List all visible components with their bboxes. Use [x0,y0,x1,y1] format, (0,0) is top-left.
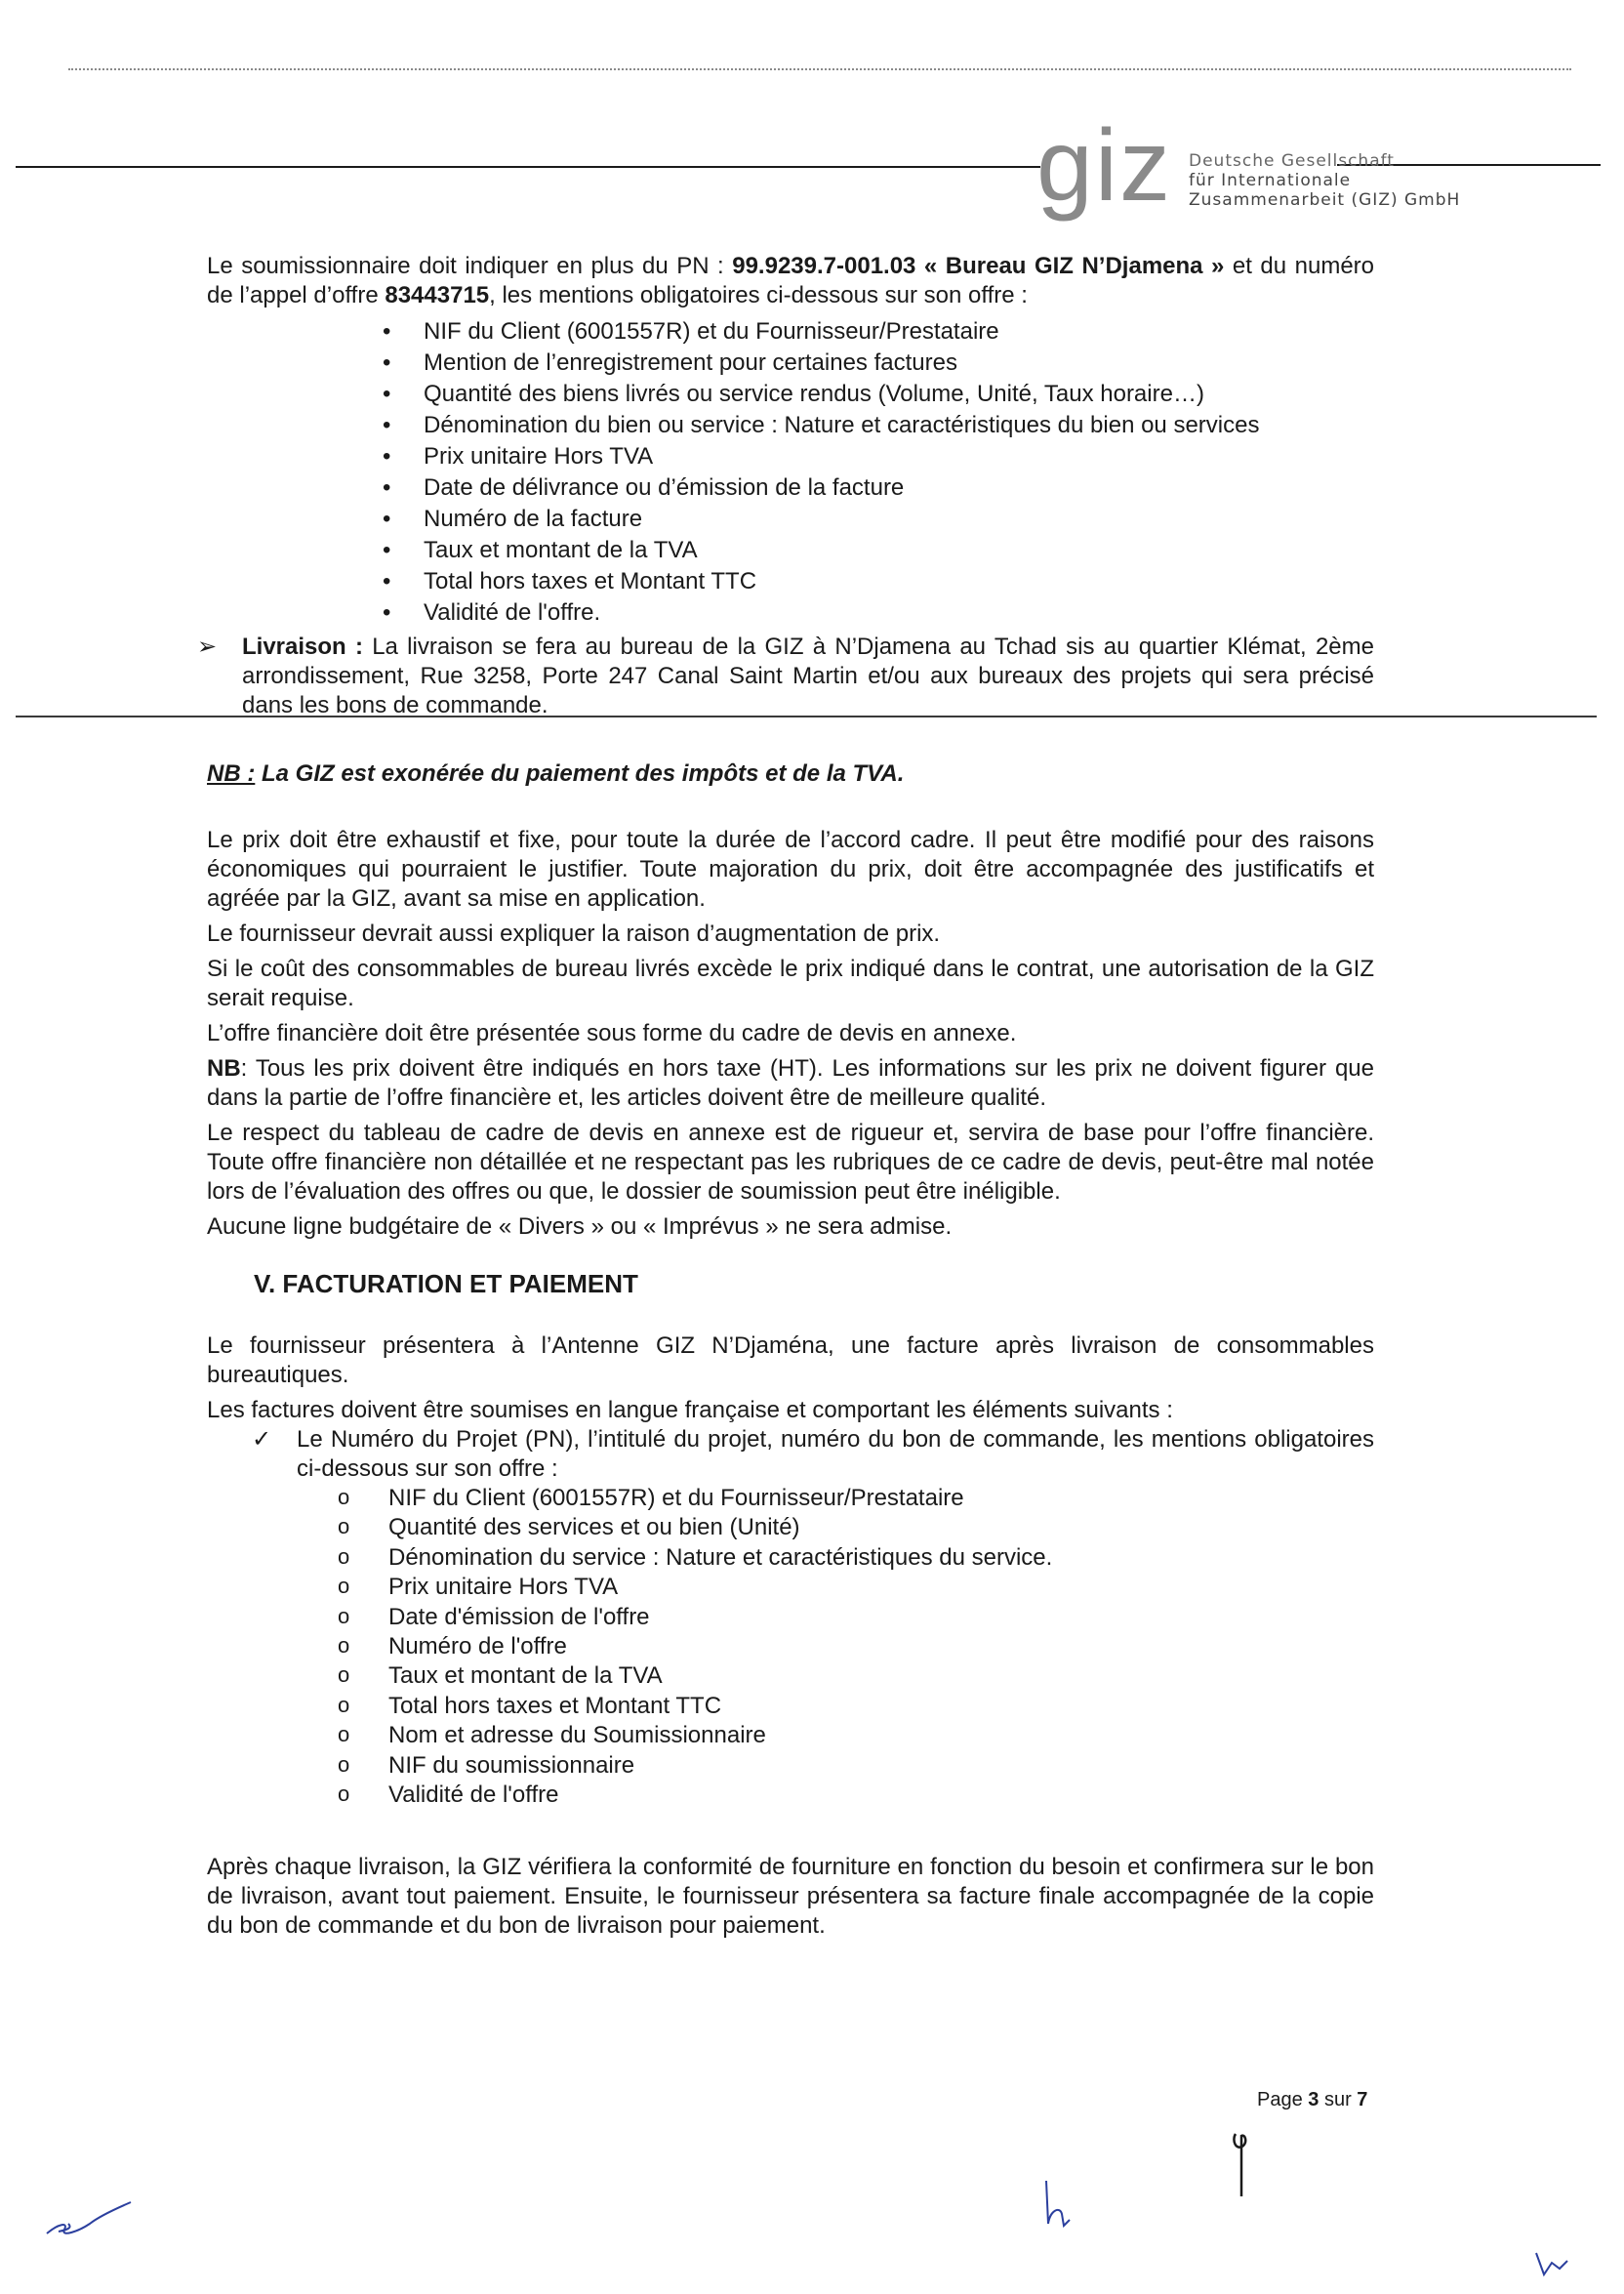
nb-text: La GIZ est exonérée du paiement des impôts et de la TVA. [255,760,905,787]
invoice-paragraph: Le fournisseur présentera à l’Antenne GIZ N’Djaména, une facture après livraison de consommables bureautiques. [207,1332,1374,1388]
price-paragraph: Le prix doit être exhaustif et fixe, pour toute la durée de l’accord cadre. Il peut être modifié pour des raisons économiques qui pourraient le justifier. Toute majoration du prix, doit être accompagnée des justificatifs et agréée par la GIZ, avant sa mise en application. [207,827,1374,912]
list-item: • Numéro de la facture [424,504,1374,535]
offer-mentions-list [207,316,1374,629]
pn-code: 99.9239.7-001.03 « Bureau GIZ N’Djamena » [732,253,1225,279]
list-item: o Numéro de l'offre [388,1632,1374,1661]
intro-paragraph [207,252,1374,310]
logo-line-3: Zusammenarbeit (GIZ) GmbH [1189,190,1461,210]
list-item: o Validité de l'offre [388,1781,1374,1810]
intro-text-3: , les mentions obligatoires ci-dessous sur son offre : [489,282,1028,308]
signature-mark-corner [1532,2245,1571,2284]
logo-line-2: für Internationale [1189,171,1352,190]
list-item: o Dénomination du service : Nature et caractéristiques du service. [388,1543,1374,1573]
page-prefix: Page [1257,2089,1309,2110]
list-item: o Taux et montant de la TVA [388,1661,1374,1691]
invoice-items-list [207,1484,1374,1810]
check-item [207,1425,1374,1484]
list-item: • Dénomination du bien ou service : Nature et caractéristiques du bien ou services [424,410,1374,441]
list-item: o Total hors taxes et Montant TTC [388,1692,1374,1721]
nb-prices-label: NB [207,1055,241,1082]
list-item: o NIF du Client (6001557R) et du Fournisseur/Prestataire [388,1484,1374,1513]
nb-prices-paragraph [207,1054,1374,1113]
nb-tax-exemption [207,759,1374,789]
authorization-paragraph: Si le coût des consommables de bureau livrés excède le prix indiqué dans le contrat, une autorisation de la GIZ serait requise. [207,956,1374,1011]
list-item: o NIF du soumissionnaire [388,1751,1374,1781]
giz-logo-text [1189,151,1460,210]
no-misc-paragraph: Aucune ligne budgétaire de « Divers » ou « Imprévus » ne sera admise. [207,1213,953,1240]
signature-initials-left [39,2194,137,2243]
scan-artifact-line [68,68,1571,70]
livraison-label: Livraison : [242,634,363,660]
livraison-text: La livraison se fera au bureau de la GIZ à N’Djamena au Tchad sis au quartier Klémat, 2ème arrondissement, Rue 3258, Porte 247 Canal Saint Martin et/ou aux bureaux des projets qui sera précisé dans les bons de commande. [242,634,1374,718]
increase-paragraph: Le fournisseur devrait aussi expliquer la raison d’augmentation de prix. [207,921,941,947]
check-item-text: Le Numéro du Projet (PN), l’intitulé du projet, numéro du bon de commande, les mentions obligatoires ci-dessous sur son offre : [297,1426,1374,1482]
document-body [197,252,1375,1946]
tender-number: 83443715 [385,282,490,308]
list-item: o Quantité des services et ou bien (Unité) [388,1513,1374,1542]
checkmark-icon: ✓ [252,1426,272,1453]
list-item: • Total hors taxes et Montant TTC [424,566,1374,597]
nb-label: NB : [207,760,256,787]
signature-initials-right [1228,2128,1257,2206]
logo-line-1: Deutsche Gesellschaft [1189,151,1395,171]
arrow-bullet-icon: ➢ [197,634,218,660]
list-item: • Quantité des biens livrés ou service rendus (Volume, Unité, Taux horaire…) [424,379,1374,410]
invoice-requirements-paragraph: Les factures doivent être soumises en langue française et comportant les éléments suivants : [207,1397,1173,1423]
giz-logo: giz [1036,109,1172,223]
intro-text-1: Le soumissionnaire doit indiquer en plus du PN : [207,253,733,279]
quote-table-paragraph: Le respect du tableau de cadre de devis en annexe est de rigueur et, servira de base pour l’offre financière. Toute offre financière non détaillée et ne respectant pas les rubriques de ce cadre de devis, peut-être mal notée lors de l’évaluation des offres ou que, le dossier de soumission peut être inéligible. [207,1120,1374,1205]
list-item: o Prix unitaire Hors TVA [388,1573,1374,1602]
list-item: • Prix unitaire Hors TVA [424,441,1374,472]
closing-paragraph: Après chaque livraison, la GIZ vérifiera la conformité de fourniture en fonction du besoin et confirmera sur le bon de livraison, avant tout paiement. Ensuite, le fournisseur présentera sa facture finale accompagnée de la copie du bon de commande et du bon de livraison pour paiement. [207,1854,1374,1940]
livraison-paragraph [197,633,1374,720]
header-rule-left [16,166,1040,168]
section-v-title: V. FACTURATION ET PAIEMENT [254,1269,638,1298]
nb-prices-text: : Tous les prix doivent être indiqués en hors taxe (HT). Les informations sur les prix ne doivent figurer que dans la partie de l’offre financière et, les articles doivent être de meilleure qualité. [207,1055,1374,1111]
current-page: 3 [1308,2089,1320,2110]
list-item: • Mention de l’enregistrement pour certaines factures [424,348,1374,379]
page-middle: sur [1319,2089,1358,2110]
list-item: • NIF du Client (6001557R) et du Fournisseur/Prestataire [424,316,1374,348]
list-item: • Taux et montant de la TVA [424,535,1374,566]
page-number [1257,2089,1367,2111]
financial-offer-paragraph: L’offre financière doit être présentée sous forme du cadre de devis en annexe. [207,1020,1017,1046]
list-item: • Validité de l'offre. [424,597,1374,629]
signature-initials-middle [1038,2175,1077,2233]
total-pages: 7 [1357,2089,1368,2110]
intro-text-2: et du numéro de l’appel d’offre [207,253,1375,308]
list-item: o Nom et adresse du Soumissionnaire [388,1721,1374,1750]
list-item: o Date d'émission de l'offre [388,1603,1374,1632]
list-item: • Date de délivrance ou d’émission de la facture [424,472,1374,504]
